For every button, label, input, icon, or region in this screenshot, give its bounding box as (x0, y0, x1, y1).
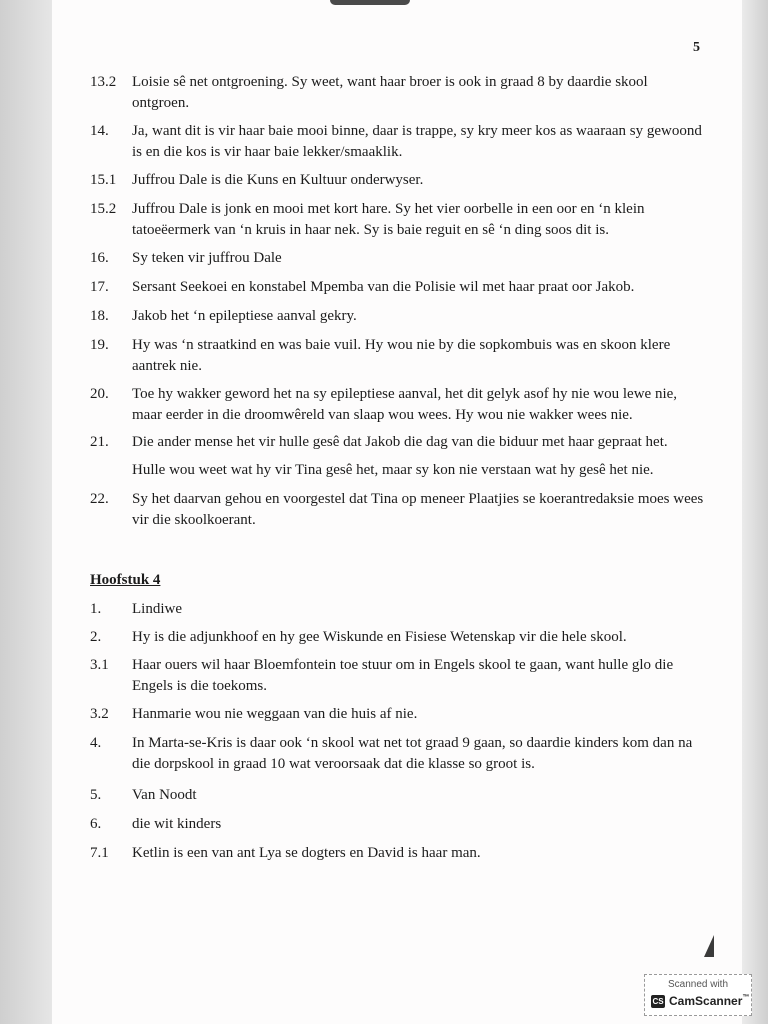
answer-number: 16. (90, 250, 109, 266)
answer-text: Van Noodt (132, 787, 197, 803)
answer-number: 17. (90, 279, 109, 295)
watermark-caption: Scanned with (667, 979, 729, 990)
answer-number: 21. (90, 434, 109, 450)
scan-top-smudge (330, 0, 410, 5)
answer-number: 14. (90, 123, 109, 139)
scan-left-edge (0, 0, 52, 1024)
answer-text: Ketlin is een van ant Lya se dogters en David is haar man. (132, 845, 481, 861)
chapter-heading: Hoofstuk 4 (90, 572, 161, 588)
answer-text: Sy het daarvan gehou en voorgestel dat Tina op meneer Plaatjies se koerantredaksie moes wees vir die skoolkoerant. (132, 491, 704, 528)
answer-text: Juffrou Dale is jonk en mooi met kort hare. Sy het vier oorbelle in een oor en ‘n klein tatoeëermerk van ‘n kruis in haar nek. Sy is baie reguit en sê ‘n ding soos dit is. (132, 201, 645, 238)
answer-number: 4. (90, 735, 102, 751)
answer-text: die wit kinders (132, 816, 222, 832)
answer-number: 15.2 (90, 201, 117, 217)
answer-text: Sy teken vir juffrou Dale (132, 250, 282, 266)
camscanner-watermark (644, 974, 752, 1016)
answer-text: Lindiwe (132, 601, 182, 617)
answer-number: 18. (90, 308, 109, 324)
answer-text: Haar ouers wil haar Bloemfontein toe stuur om in Engels skool te gaan, want hulle glo die Engels is die toekoms. (132, 657, 674, 694)
watermark-brand (669, 994, 749, 1008)
scan-right-edge (742, 0, 768, 1024)
answer-text: Toe hy wakker geword het na sy epileptiese aanval, het dit gelyk asof hy nie wou lewe nie, maar eerder in die droomwêreld van slaap wou wees. Hy wou nie wakker wees nie. (132, 386, 678, 423)
answer-text: Hy was ‘n straatkind en was baie vuil. Hy wou nie by die sopkombuis was en skoon klere aantrek nie. (132, 337, 671, 374)
answer-number: 7.1 (90, 845, 109, 861)
answer-number: 5. (90, 787, 102, 803)
camscanner-logo-icon: CS (652, 997, 664, 1006)
answer-number: 3.2 (90, 706, 109, 722)
answer-text: Loisie sê net ontgroening. Sy weet, want haar broer is ook in graad 8 by daardie skool ontgroen. (132, 74, 648, 111)
answer-number: 20. (90, 386, 109, 402)
watermark-brand-name: CamScanner (669, 994, 743, 1008)
answer-text: Juffrou Dale is die Kuns en Kultuur onderwyser. (132, 172, 424, 188)
answer-number: 13.2 (90, 74, 117, 90)
answer-text: Jakob het ‘n epileptiese aanval gekry. (132, 308, 357, 324)
answer-number: 2. (90, 629, 102, 645)
answer-text: Hy is die adjunkhoof en hy gee Wiskunde en Fisiese Wetenskap vir die hele skool. (132, 629, 627, 645)
page-number: 5 (693, 40, 700, 55)
answer-number: 19. (90, 337, 109, 353)
answer-text: In Marta-se-Kris is daar ook ‘n skool wat net tot graad 9 gaan, so daardie kinders kom dan na die dorpskool in graad 10 wat veroorsaak dat die klasse so groot is. (132, 735, 693, 772)
watermark-trademark: ™ (742, 994, 750, 1001)
answer-number: 15.1 (90, 172, 117, 188)
answer-text: Ja, want dit is vir haar baie mooi binne, daar is trappe, sy kry meer kos as waaraan sy gewoond is en die kos is vir haar baie lekker/smaaklik. (132, 123, 702, 160)
answer-text: Sersant Seekoei en konstabel Mpemba van die Polisie wil met haar praat oor Jakob. (132, 279, 635, 295)
answer-number: 1. (90, 601, 102, 617)
answer-text: Hanmarie wou nie weggaan van die huis af nie. (132, 706, 418, 722)
page-corner-fold (704, 935, 714, 957)
answer-number: 3.1 (90, 657, 109, 673)
answer-text: Die ander mense het vir hulle gesê dat Jakob die dag van die biduur met haar gepraat het. (132, 434, 668, 450)
answer-number: 22. (90, 491, 109, 507)
answer-number: 6. (90, 816, 102, 832)
answer-21-continuation: Hulle wou weet wat hy vir Tina gesê het, maar sy kon nie verstaan wat hy gesê het nie. (132, 462, 654, 478)
